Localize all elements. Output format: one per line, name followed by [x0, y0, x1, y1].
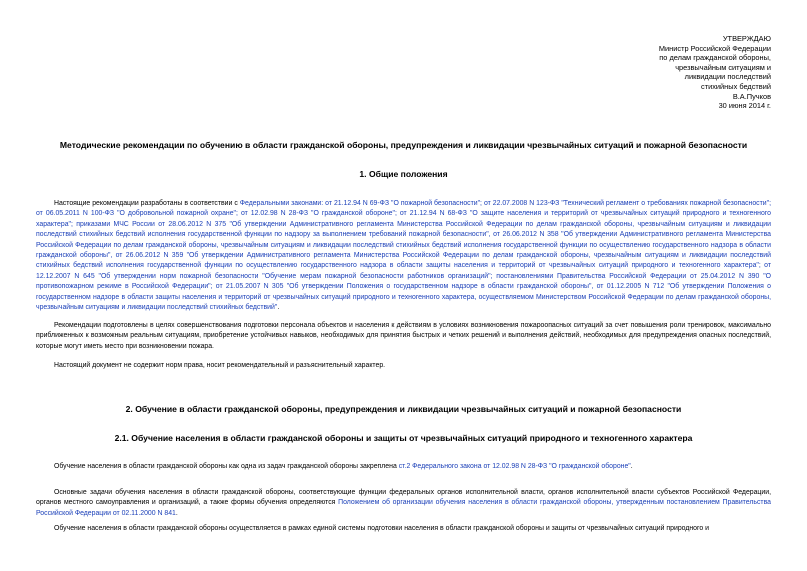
section-1-paragraph-1 [36, 199, 771, 313]
section-1-paragraph-2: Рекомендации подготовлены в целях совершенствования подготовки персонала объектов и населения к действиям в условиях возникновения пожароопасных ситуаций за счет повышения роли тренировок, максимально приближенных к возможным реальным ситуациям, приобретение устойчивых навыков, необходимых для принятия быстрых и четких решений и выполнения действий, необходимых для предупреждения опасных последствий, которые могут иметь место при возникновении пожара. [36, 322, 771, 350]
section-2-1-heading: 2.1. Обучение населения в области гражданской обороны и защиты от чрезвычайных ситуаций природного и техногенного характера [114, 433, 693, 443]
approval-line: по делам гражданской обороны, [659, 53, 771, 63]
section-1-paragraph-3: Настоящий документ не содержит норм права, носит рекомендательный и разъяснительный характер. [54, 362, 386, 369]
section-2-heading: 2. Обучение в области гражданской обороны, предупреждения и ликвидации чрезвычайных ситуаций и пожарной безопасности [125, 404, 682, 414]
paragraph-text: Основные задачи обучения населения в области гражданской обороны, соответствующие функции федеральных органов исполнительной власти, органов исполнительной власти субъектов Российской Федерации, органов местного самоуправления и организаций, а также формы обучения определяются [36, 489, 771, 507]
paragraph-text: . [630, 463, 633, 470]
civil-defense-law-link[interactable]: ст.2 Федерального закона от 12.02.98 N 28-ФЗ "О гражданской обороне" [398, 463, 631, 470]
training-regulation-link[interactable]: Положением об организации обучения населения в области гражданской обороны, утвержденным постановлением Правительства Российской Федерации от 02.11.2000 N 841 [36, 499, 771, 517]
approval-line: 30 июня 2014 г. [718, 101, 771, 111]
approval-line: чрезвычайным ситуациям и [675, 62, 771, 72]
section-1-heading: 1. Общие положения [359, 169, 448, 179]
section-2-paragraph-3: Обучение населения в области гражданской обороны осуществляется в рамках единой системы подготовки населения в области гражданской обороны и защиты от чрезвычайных ситуаций природного и [54, 525, 709, 532]
approval-line: Министр Российской Федерации [658, 43, 771, 53]
approval-line: ликвидации последствий [684, 72, 771, 82]
section-2-paragraph-1 [36, 462, 771, 472]
federal-laws-link[interactable]: Федеральными законами: от 21.12.94 N 69-ФЗ "О пожарной безопасности"; от 22.07.2008 N 123-ФЗ "Технический регламент о требованиях пожарной безопасности"; от 06.05.2011 N 100-ФЗ "О добровольной пожарной охране"; от 12.02.98 N 28-ФЗ "О гражданской обороне"; от 21.12.94 N 68-ФЗ "О защите населения и территорий от чрезвычайных ситуаций природного и техногенного характера"; приказами МЧС России от 28.06.2012 N 375 "Об утверждении Административного регламента Министерства Российской Федерации по делам гражданской обороны, чрезвычайным ситуациям и ликвидации последствий стихийных бедствий исполнения государственной функции по надзору за выполнением требований пожарной безопасности", от 26.06.2012 N 358 "Об утверждении Административного регламента Министерства Российской Федерации по делам гражданской обороны, чрезвычайным ситуациям и ликвидации последствий стихийных бедствий исполнения государственной функции по осуществлению государственного надзора в области гражданской обороны", от 26.06.2012 N 359 "Об утверждении Административного регламента Министерства Российской Федерации по делам гражданской обороны, чрезвычайным ситуациям и ликвидации последствий стихийных бедствий исполнения государственной функции по осуществлению государственного надзора в области защиты населения и территорий от чрезвычайных ситуаций природного и техногенного характера"; от 12.12.2007 N 645 "Об утверждении норм пожарной безопасности "Обучение мерам пожарной безопасности работников организаций"; постановлениями Правительства Российской Федерации от 25.04.2012 N 390 "О противопожарном режиме в Российской Федерации"; от 21.05.2007 N 305 "Об утверждении Положения о государственном надзоре в области гражданской обороны", от 01.12.2005 N 712 "Об утверждении Положения о государственном надзоре в области защиты населения и территорий от чрезвычайных ситуаций природного и техногенного характера, осуществляемом Министерством Российской Федерации по делам гражданской обороны, чрезвычайным ситуациям и ликвидации последствий стихийных бедствий" [36, 200, 771, 312]
approval-block [511, 34, 771, 111]
paragraph-text: . [277, 304, 280, 312]
paragraph-text: Обучение населения в области гражданской обороны как одна из задач гражданской обороны закреплена [54, 463, 399, 470]
approval-line: УТВЕРЖДАЮ [722, 34, 771, 43]
section-2-paragraph-2 [36, 488, 771, 519]
approval-line: В.А.Пучков [732, 91, 771, 101]
paragraph-text: Настоящие рекомендации разработаны в соответствии с [54, 200, 240, 207]
document-title: Методические рекомендации по обучению в области гражданской обороны, предупреждения и ликвидации чрезвычайных ситуаций и пожарной безопасности [59, 140, 748, 150]
approval-line: стихийных бедствий [701, 81, 771, 91]
paragraph-text: . [175, 509, 178, 517]
